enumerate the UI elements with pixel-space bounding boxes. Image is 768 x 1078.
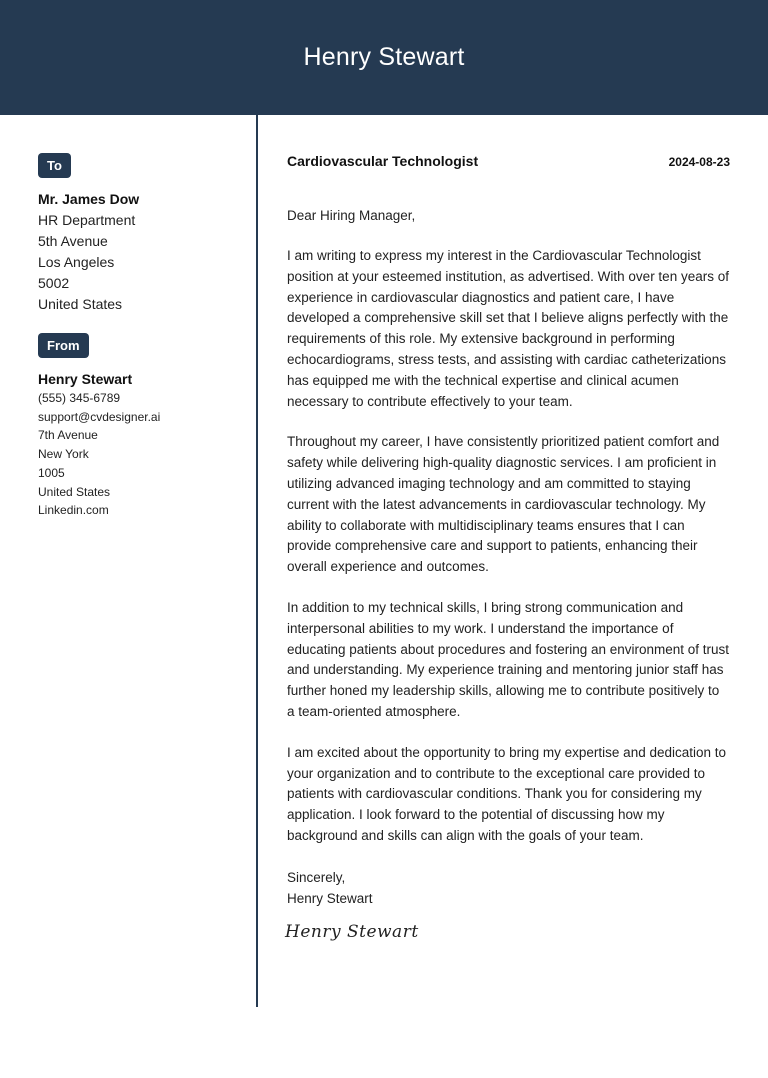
sender-street: 7th Avenue (38, 428, 98, 443)
job-title: Cardiovascular Technologist (287, 153, 479, 169)
paragraph: In addition to my technical skills, I bring strong communication and interpersonal abilities to my work. I understand the importance of educating patients about procedures and fostering an environment of trust and understanding. My experience training and mentoring junior staff has further honed my leadership skills, allowing me to contribute positively to a team-oriented atmosphere. (287, 599, 730, 719)
recipient-street: 5th Avenue (38, 233, 108, 249)
paragraph: I am writing to express my interest in the Cardiovascular Technologist position at your esteemed institution, as advertised. With over ten years of experience in cardiovascular diagnostics and patient care, I have developed a comprehensive skill set that I believe aligns perfectly with the requirements of this role. My extensive background in performing echocardiograms, stress tests, and assisting with cardiac catheterizations has equipped me with the technical expertise and clinical acumen necessary to contribute effectively to your team. (287, 248, 729, 409)
sender-name: Henry Stewart (38, 371, 133, 387)
from-badge: From (38, 333, 89, 358)
recipient-country: United States (38, 296, 123, 312)
handwritten-signature: Henry Stewart (285, 921, 419, 942)
sender-block (38, 369, 243, 520)
recipient-block (38, 189, 243, 315)
closing-name: Henry Stewart (287, 890, 373, 906)
column-divider (256, 115, 258, 1007)
sender-zip: 1005 (38, 465, 65, 480)
paragraph: Throughout my career, I have consistently prioritized patient comfort and safety while delivering high-quality diagnostic services. I am proficient in utilizing advanced imaging technology and am committed to staying current with the latest advancements in cardiovascular technology. My ability to collaborate with multidisciplinary teams ensures that I can provide comprehensive care and support to patients, enhancing their overall experience and outcomes. (287, 434, 720, 575)
sidebar (38, 153, 243, 520)
header-banner (0, 0, 768, 115)
sender-phone: (555) 345-6789 (38, 391, 121, 405)
sender-city: New York (38, 447, 89, 462)
letter-body (287, 153, 730, 942)
letter-date: 2024-08-23 (668, 155, 730, 169)
closing-phrase: Sincerely, (287, 869, 346, 885)
recipient-zip: 5002 (38, 275, 70, 291)
applicant-name: Henry Stewart (303, 43, 465, 71)
recipient-department: HR Department (38, 212, 136, 228)
recipient-name: Mr. James Dow (38, 191, 140, 207)
letter-topline (287, 153, 730, 173)
recipient-city: Los Angeles (38, 254, 115, 270)
to-badge: To (38, 153, 71, 178)
sender-country: United States (38, 484, 111, 499)
closing-block (287, 867, 730, 909)
paragraph: I am excited about the opportunity to bring my expertise and dedication to your organization and to contribute to the exceptional care provided to patients with cardiovascular conditions. Thank you for considering my application. I look forward to the potential of discussing how my background and skills can align with the goals of your team. (287, 744, 727, 843)
sender-linkedin: Linkedin.com (38, 503, 109, 518)
sender-email: support@cvdesigner.ai (38, 409, 161, 424)
salutation: Dear Hiring Manager, (287, 208, 416, 223)
